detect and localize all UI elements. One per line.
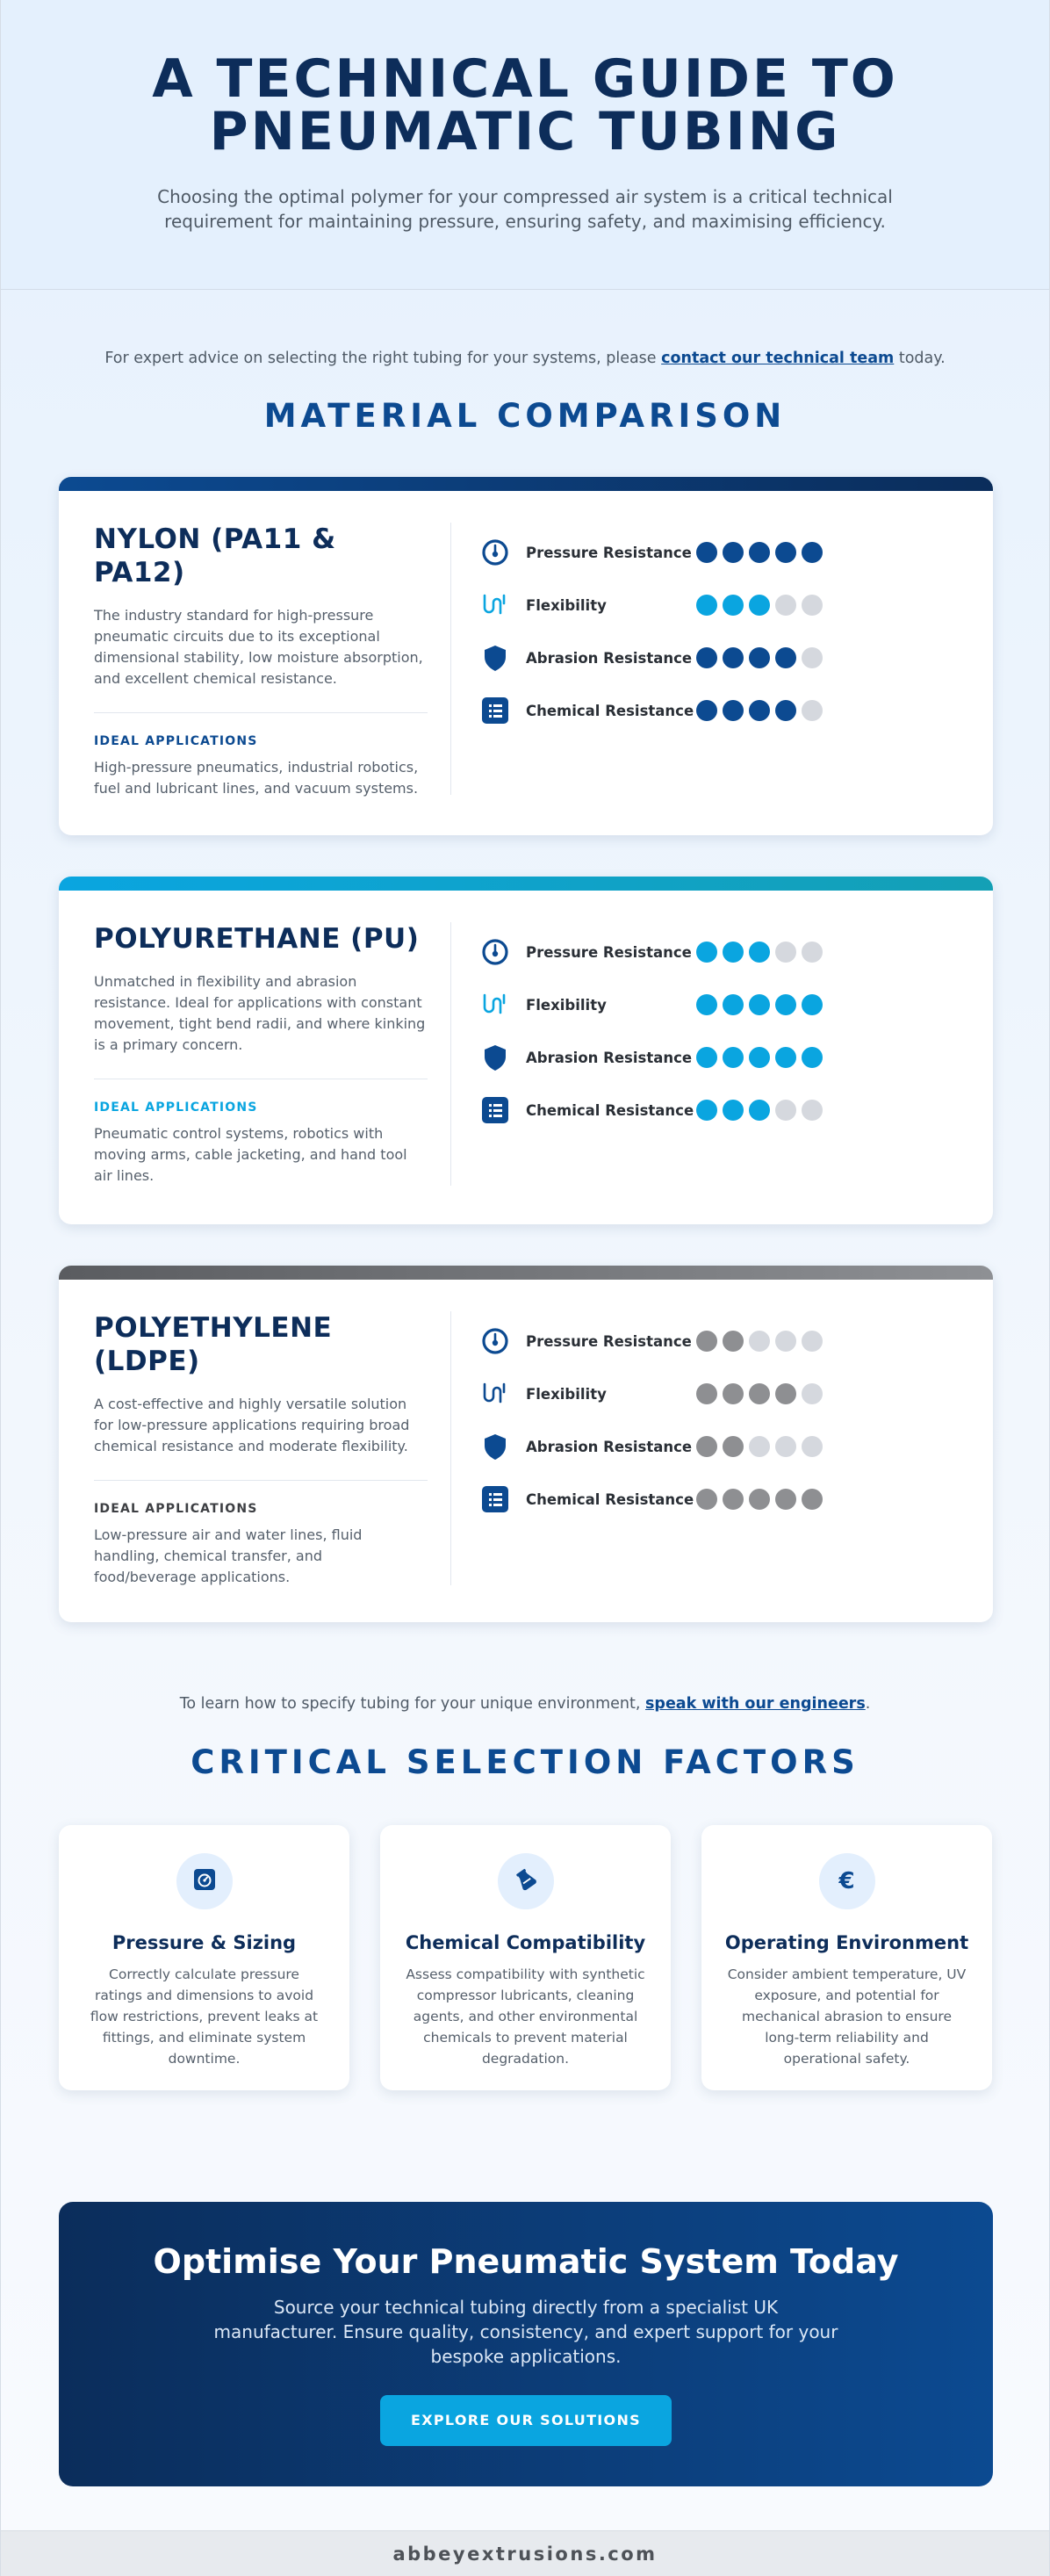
rating-dot-empty — [749, 1331, 770, 1352]
flask-icon — [514, 1867, 538, 1895]
metric-label: Pressure Resistance — [526, 1332, 692, 1350]
rating-dot-filled — [749, 1047, 770, 1068]
rating-dot-filled — [696, 700, 717, 721]
material-info — [94, 922, 428, 1187]
cta-text: Source your technical tubing directly from a specialist UK manufacturer. Ensure quality, consistency, and expert support for your bespoke applications. — [213, 2297, 838, 2367]
rating-dot-empty — [802, 1436, 823, 1457]
rating-dots — [696, 700, 823, 721]
hero — [1, 0, 1049, 290]
rating-dot-filled — [749, 994, 770, 1015]
rating-dot-filled — [749, 1100, 770, 1121]
metric-row — [480, 926, 823, 978]
explore-solutions-button[interactable]: EXPLORE OUR SOLUTIONS — [380, 2395, 672, 2446]
vertical-divider — [450, 523, 451, 795]
flexible-tube-icon — [480, 990, 510, 1020]
factor-text: Correctly calculate pressure ratings and dimensions to avoid flow restrictions, prevent leaks at fittings, and eliminate system downtime. — [90, 1966, 319, 2067]
material-name: POLYURETHANE (PU) — [94, 923, 420, 955]
rating-dot-filled — [696, 647, 717, 668]
factor-icon-circle — [498, 1853, 554, 1909]
vertical-divider — [450, 922, 451, 1186]
rating-dot-empty — [802, 1331, 823, 1352]
rating-dot-filled — [749, 700, 770, 721]
chemical-list-icon — [480, 1095, 510, 1125]
cta-banner — [59, 2202, 993, 2486]
rating-dot-empty — [802, 595, 823, 616]
material-name: NYLON (PA11 & PA12) — [94, 523, 336, 588]
rating-dot-filled — [775, 647, 796, 668]
page-title — [1, 48, 1049, 162]
material-card-nylon — [59, 477, 993, 835]
metrics-list — [480, 1315, 823, 1526]
chemical-list-icon — [480, 1484, 510, 1514]
rating-dots — [696, 542, 823, 563]
rating-dot-empty — [802, 1383, 823, 1404]
rating-dot-filled — [775, 994, 796, 1015]
rating-dots — [696, 1383, 823, 1404]
metric-label: Abrasion Resistance — [526, 649, 693, 667]
metric-label: Chemical Resistance — [526, 1490, 694, 1508]
rating-dot-filled — [723, 994, 744, 1015]
rating-dots — [696, 1100, 823, 1121]
title-line-1: A TECHNICAL GUIDE TO — [152, 48, 898, 110]
rating-dot-empty — [802, 700, 823, 721]
card-accent-bar — [59, 877, 993, 891]
rating-dot-filled — [749, 1383, 770, 1404]
metric-label: Flexibility — [526, 1385, 607, 1403]
metric-row — [480, 579, 823, 631]
rating-dot-filled — [723, 1331, 744, 1352]
rating-dot-empty — [775, 1331, 796, 1352]
flexible-tube-icon — [480, 590, 510, 620]
metric-row — [480, 631, 823, 684]
speak-with-engineers-link[interactable]: speak with our engineers — [645, 1695, 866, 1713]
rating-dots — [696, 1489, 823, 1510]
metric-row — [480, 1367, 823, 1420]
material-info — [94, 523, 428, 799]
cta-title: Optimise Your Pneumatic System Today — [153, 2242, 899, 2281]
rating-dot-filled — [723, 647, 744, 668]
metrics-list — [480, 926, 823, 1136]
rating-dot-filled — [696, 994, 717, 1015]
factor-icon-circle — [819, 1853, 875, 1909]
material-info — [94, 1311, 428, 1588]
material-name: POLYETHYLENE (LDPE) — [94, 1312, 333, 1377]
vertical-divider — [450, 1311, 451, 1585]
factor-text: Assess compatibility with synthetic compressor lubricants, cleaning agents, and other environmental chemicals to prevent material degradation. — [406, 1966, 645, 2067]
applications-heading: IDEAL APPLICATIONS — [94, 1502, 258, 1516]
gauge-icon — [193, 1868, 216, 1894]
factor-text: Consider ambient temperature, UV exposure, and potential for mechanical abrasion to ensure long-term reliability and operational safety. — [727, 1966, 967, 2067]
rating-dot-filled — [696, 1047, 717, 1068]
metric-row — [480, 978, 823, 1031]
metric-row — [480, 1315, 823, 1367]
rating-dot-empty — [749, 1436, 770, 1457]
flexible-tube-icon — [480, 1379, 510, 1409]
rating-dot-empty — [802, 942, 823, 963]
rating-dot-filled — [749, 595, 770, 616]
rating-dot-filled — [802, 1489, 823, 1510]
card-accent-bar — [59, 477, 993, 491]
rating-dot-filled — [749, 542, 770, 563]
rating-dot-filled — [802, 1047, 823, 1068]
advice-text: For expert advice on selecting the right tubing for your systems, please contact our technical team today. — [104, 350, 946, 367]
metric-row — [480, 526, 823, 579]
rating-dot-empty — [802, 1100, 823, 1121]
rating-dots — [696, 1331, 823, 1352]
rating-dot-empty — [775, 1100, 796, 1121]
factor-icon-circle — [176, 1853, 233, 1909]
metric-label: Flexibility — [526, 596, 607, 614]
factor-card-operating-environment — [701, 1825, 992, 2090]
rating-dot-filled — [696, 1331, 717, 1352]
divider — [94, 712, 428, 713]
title-line-2: PNEUMATIC TUBING — [209, 101, 841, 162]
rating-dot-filled — [749, 1489, 770, 1510]
factor-title: Pressure & Sizing — [111, 1932, 297, 1953]
rating-dot-filled — [696, 1489, 717, 1510]
rating-dot-filled — [723, 595, 744, 616]
rating-dot-filled — [696, 1383, 717, 1404]
rating-dot-filled — [723, 942, 744, 963]
metrics-list — [480, 526, 823, 737]
euro-icon: € — [838, 1868, 855, 1894]
rating-dot-filled — [749, 647, 770, 668]
contact-technical-team-link[interactable]: contact our technical team — [661, 350, 895, 367]
rating-dot-filled — [723, 1436, 744, 1457]
applications-text: Pneumatic control systems, robotics with moving arms, cable jacketing, and hand tool air lines. — [94, 1125, 407, 1184]
metric-row — [480, 1473, 823, 1526]
rating-dot-empty — [775, 595, 796, 616]
metric-label: Chemical Resistance — [526, 702, 694, 719]
rating-dots — [696, 942, 823, 963]
rating-dot-filled — [723, 1383, 744, 1404]
rating-dot-filled — [802, 994, 823, 1015]
factor-title: Chemical Compatibility — [405, 1932, 646, 1953]
metric-row — [480, 1420, 823, 1473]
footer — [1, 2530, 1049, 2576]
applications-text: High-pressure pneumatics, industrial robotics, fuel and lubricant lines, and vacuum systems. — [94, 759, 419, 797]
rating-dot-filled — [696, 542, 717, 563]
rating-dot-filled — [749, 942, 770, 963]
rating-dot-filled — [723, 1047, 744, 1068]
rating-dot-filled — [696, 1100, 717, 1121]
chemical-list-icon — [480, 696, 510, 725]
card-accent-bar — [59, 1266, 993, 1280]
metric-label: Abrasion Resistance — [526, 1049, 693, 1066]
selection-factors-heading: CRITICAL SELECTION FACTORS — [191, 1743, 859, 1781]
rating-dots — [696, 1047, 823, 1068]
divider — [94, 1480, 428, 1481]
rating-dot-filled — [723, 1100, 744, 1121]
metric-row — [480, 1084, 823, 1136]
hero-subtitle: Choosing the optimal polymer for your compressed air system is a critical technical requirement for maintaining pressure, ensuring safety, and maximising efficiency. — [157, 186, 893, 232]
rating-dot-filled — [723, 1489, 744, 1510]
rating-dot-filled — [723, 700, 744, 721]
material-comparison-heading: MATERIAL COMPARISON — [263, 397, 787, 435]
shield-icon — [480, 643, 510, 673]
factor-card-chemical-compatibility — [380, 1825, 671, 2090]
rating-dot-empty — [802, 647, 823, 668]
rating-dots — [696, 595, 823, 616]
factor-card-pressure-sizing — [59, 1825, 349, 2090]
rating-dot-empty — [775, 1436, 796, 1457]
shield-icon — [480, 1043, 510, 1072]
pressure-gauge-icon — [480, 937, 510, 967]
rating-dot-filled — [775, 1047, 796, 1068]
shield-icon — [480, 1432, 510, 1461]
metric-row — [480, 684, 823, 737]
rating-dot-filled — [696, 1436, 717, 1457]
material-description: A cost-effective and highly versatile solution for low-pressure applications requiring broad chemical resistance and moderate flexibility. — [94, 1396, 410, 1454]
engineers-text: To learn how to specify tubing for your unique environment, speak with our engineers. — [179, 1695, 871, 1713]
metric-label: Flexibility — [526, 996, 607, 1014]
applications-heading: IDEAL APPLICATIONS — [94, 1100, 258, 1115]
metric-label: Pressure Resistance — [526, 544, 692, 561]
metric-label: Pressure Resistance — [526, 943, 692, 961]
rating-dot-filled — [775, 1383, 796, 1404]
rating-dots — [696, 647, 823, 668]
material-card-polyethylene — [59, 1266, 993, 1622]
rating-dot-filled — [696, 942, 717, 963]
applications-heading: IDEAL APPLICATIONS — [94, 734, 258, 748]
rating-dot-filled — [696, 595, 717, 616]
rating-dot-filled — [775, 700, 796, 721]
rating-dot-filled — [802, 542, 823, 563]
rating-dot-empty — [775, 942, 796, 963]
metric-label: Chemical Resistance — [526, 1101, 694, 1119]
material-description: Unmatched in flexibility and abrasion resistance. Ideal for applications with constant movement, tight bend radii, and where kinking is a primary concern. — [94, 973, 426, 1053]
rating-dots — [696, 1436, 823, 1457]
factor-title: Operating Environment — [724, 1932, 969, 1953]
pressure-gauge-icon — [480, 538, 510, 567]
rating-dot-filled — [775, 542, 796, 563]
rating-dot-filled — [723, 542, 744, 563]
material-description: The industry standard for high-pressure pneumatic circuits due to its exceptional dimensional stability, low moisture absorption, and excellent chemical resistance. — [94, 607, 423, 687]
metric-label: Abrasion Resistance — [526, 1438, 693, 1455]
rating-dot-filled — [775, 1489, 796, 1510]
applications-text: Low-pressure air and water lines, fluid handling, chemical transfer, and food/beverage applications. — [94, 1526, 363, 1585]
material-card-polyurethane — [59, 877, 993, 1224]
rating-dots — [696, 994, 823, 1015]
pressure-gauge-icon — [480, 1326, 510, 1356]
metric-row — [480, 1031, 823, 1084]
footer-domain[interactable]: abbeyextrusions.com — [392, 2544, 658, 2565]
